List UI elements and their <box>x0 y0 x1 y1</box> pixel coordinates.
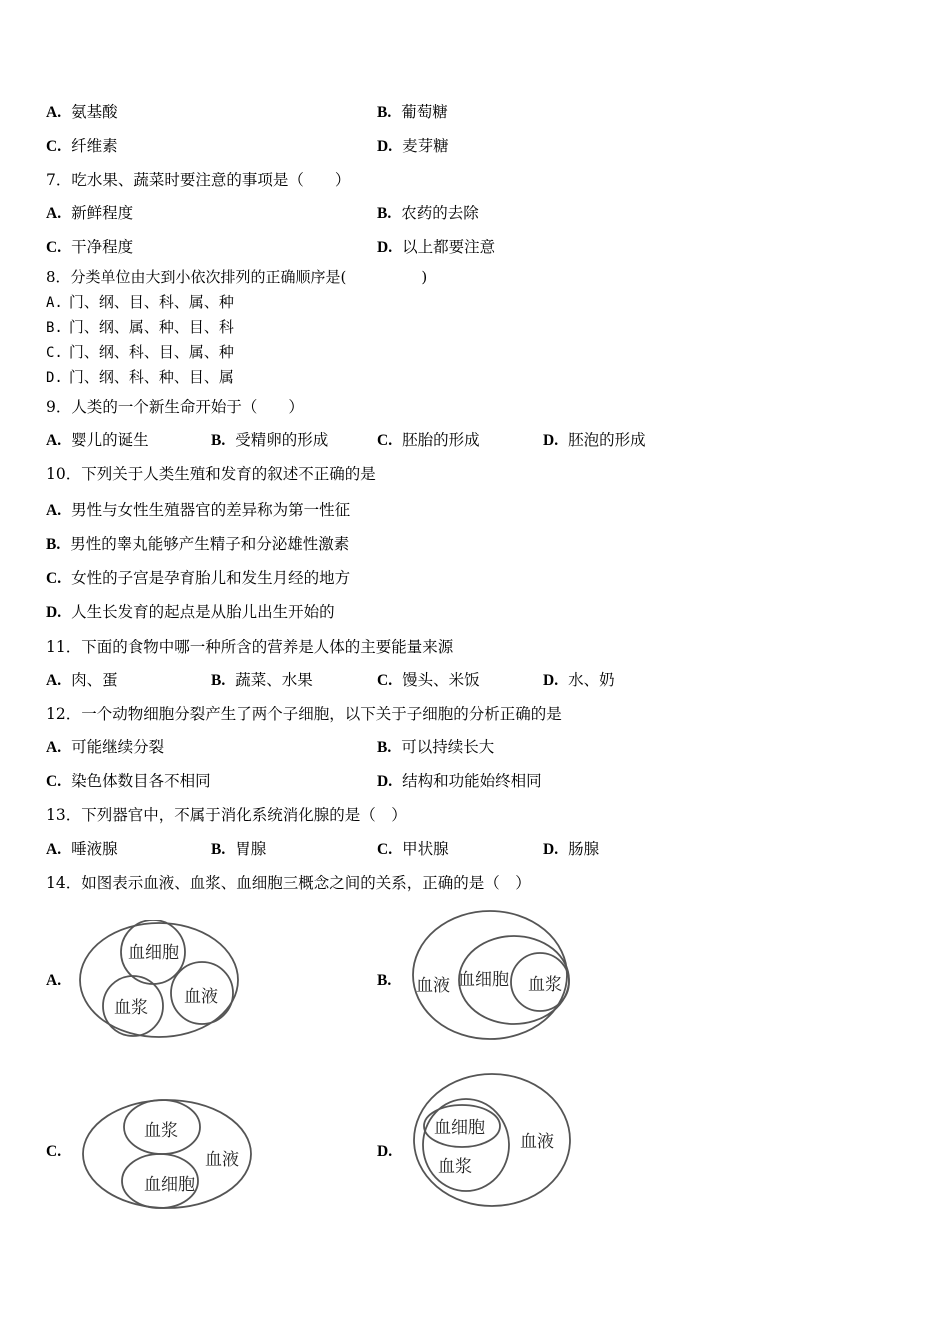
q12-stem: 12．一个动物细胞分裂产生了两个子细胞，以下关于子细胞的分析正确的是 <box>46 705 562 723</box>
q9-stem: 9．人类的一个新生命开始于（ ） <box>46 398 304 416</box>
option-label: B. <box>46 320 63 336</box>
q11-option-c[interactable] <box>377 670 480 691</box>
q14-diagram-c[interactable] <box>80 1096 256 1214</box>
q9-option-a[interactable] <box>46 430 149 451</box>
option-text: 纤维素 <box>71 137 118 155</box>
label-top: 血浆 <box>144 1121 178 1141</box>
option-label: C. <box>46 345 63 361</box>
q11-stem: 11．下面的食物中哪一种所含的营养是人体的主要能量来源 <box>46 638 454 656</box>
label-right: 血液 <box>184 987 218 1007</box>
option-label: B. <box>377 205 392 222</box>
option-text: 门、纲、属、种、目、科 <box>68 318 234 336</box>
q10-option-a[interactable] <box>46 500 350 521</box>
option-label: A. <box>46 739 62 756</box>
option-text: 氨基酸 <box>71 103 118 121</box>
option-label: A. <box>46 205 62 222</box>
label-bottom: 血细胞 <box>144 1175 195 1195</box>
option-label: C. <box>377 841 393 858</box>
option-text: 胃腺 <box>235 840 267 858</box>
q12-option-d[interactable] <box>377 771 542 792</box>
q14-option-b-label[interactable] <box>377 970 401 991</box>
label-outer: 血液 <box>520 1132 554 1152</box>
option-label: B. <box>211 672 226 689</box>
label-middle: 血细胞 <box>458 970 509 990</box>
option-label: D. <box>377 239 393 256</box>
option-text: 肉、蛋 <box>71 671 118 689</box>
q14-option-a-label[interactable] <box>46 970 71 991</box>
option-text: 胚泡的形成 <box>568 431 646 449</box>
option-label: D. <box>46 370 63 386</box>
label-top: 血细胞 <box>128 943 179 963</box>
option-text: 葡萄糖 <box>401 103 448 121</box>
option-label: A. <box>46 502 62 519</box>
q8-stem: 8．分类单位由大到小依次排列的正确顺序是( ) <box>46 268 428 286</box>
option-label: D. <box>377 1143 393 1160</box>
option-text: 胚胎的形成 <box>402 431 480 449</box>
option-text: 以上都要注意 <box>402 238 496 256</box>
option-label: A. <box>46 672 62 689</box>
option-text: 可以持续长大 <box>401 738 495 756</box>
option-label: C. <box>46 1143 62 1160</box>
option-label: D. <box>46 604 62 621</box>
option-text: 肠腺 <box>568 840 600 858</box>
option-label: C. <box>46 570 62 587</box>
q10-option-d[interactable] <box>46 602 335 623</box>
q8-option-a[interactable] <box>46 292 234 313</box>
option-label: C. <box>377 432 393 449</box>
option-label: A. <box>46 972 62 989</box>
q7-stem: 7．吃水果、蔬菜时要注意的事项是（ ） <box>46 171 351 189</box>
q10-option-c[interactable] <box>46 568 350 589</box>
option-label: C. <box>46 138 62 155</box>
option-label: B. <box>211 432 226 449</box>
q7-option-b[interactable] <box>377 203 479 224</box>
q10-stem: 10．下列关于人类生殖和发育的叙述不正确的是 <box>46 465 376 483</box>
q14-diagram-a[interactable] <box>78 920 243 1042</box>
label-middle: 血浆 <box>438 1157 472 1177</box>
q6-option-a[interactable] <box>46 102 118 123</box>
q7-option-d[interactable] <box>377 237 495 258</box>
option-label: D. <box>377 138 393 155</box>
q12-option-a[interactable] <box>46 737 164 758</box>
q12-option-c[interactable] <box>46 771 211 792</box>
option-label: C. <box>46 239 62 256</box>
option-text: 受精卵的形成 <box>235 431 329 449</box>
option-text: 男性的睾丸能够产生精子和分泌雄性激素 <box>70 535 350 553</box>
option-text: 女性的子宫是孕育胎儿和发生月经的地方 <box>71 569 351 587</box>
option-text: 婴儿的诞生 <box>71 431 149 449</box>
option-text: 水、奶 <box>568 671 615 689</box>
label-inner: 血细胞 <box>434 1118 485 1138</box>
option-label: B. <box>211 841 226 858</box>
label-outer: 血液 <box>416 976 450 996</box>
q13-option-c[interactable] <box>377 839 449 860</box>
q14-diagram-d[interactable] <box>410 1070 575 1212</box>
q13-option-d[interactable] <box>543 839 599 860</box>
option-text: 结构和功能始终相同 <box>402 772 542 790</box>
option-text: 门、纲、科、种、目、属 <box>68 368 234 386</box>
q13-option-a[interactable] <box>46 839 118 860</box>
q6-option-d[interactable] <box>377 136 449 157</box>
option-text: 麦芽糖 <box>402 137 449 155</box>
q8-option-c[interactable] <box>46 342 234 363</box>
q13-option-b[interactable] <box>211 839 266 860</box>
option-text: 农药的去除 <box>401 204 479 222</box>
option-label: C. <box>46 773 62 790</box>
option-label: C. <box>377 672 393 689</box>
option-text: 馒头、米饭 <box>402 671 480 689</box>
q8-option-d[interactable] <box>46 367 234 388</box>
option-text: 新鲜程度 <box>71 204 134 222</box>
option-text: 甲状腺 <box>402 840 449 858</box>
q8-option-b[interactable] <box>46 317 234 338</box>
option-text: 可能继续分裂 <box>71 738 165 756</box>
option-label: D. <box>377 773 393 790</box>
option-text: 染色体数目各不相同 <box>71 772 211 790</box>
q14-option-d-label[interactable] <box>377 1141 402 1162</box>
option-label: D. <box>543 432 559 449</box>
option-text: 唾液腺 <box>71 840 118 858</box>
q6-option-c[interactable] <box>46 136 118 157</box>
q11-option-a[interactable] <box>46 670 118 691</box>
q14-stem: 14．如图表示血液、血浆、血细胞三概念之间的关系，正确的是（ ） <box>46 874 531 892</box>
option-text: 门、纲、科、目、属、种 <box>68 343 234 361</box>
q9-option-c[interactable] <box>377 430 480 451</box>
label-inner: 血浆 <box>528 975 562 995</box>
label-bottom-left: 血浆 <box>114 998 148 1018</box>
option-label: B. <box>46 536 61 553</box>
middle-ellipse <box>423 1099 509 1191</box>
q7-option-c[interactable] <box>46 237 133 258</box>
q11-option-d[interactable] <box>543 670 615 691</box>
option-text: 门、纲、目、科、属、种 <box>68 293 234 311</box>
q14-diagram-b[interactable] <box>410 908 575 1044</box>
q10-option-b[interactable] <box>46 534 349 555</box>
option-label: A. <box>46 841 62 858</box>
q11-option-b[interactable] <box>211 670 313 691</box>
option-label: B. <box>377 104 392 121</box>
label-outer: 血液 <box>205 1150 239 1170</box>
option-label: B. <box>377 972 392 989</box>
option-label: D. <box>543 841 559 858</box>
q12-option-b[interactable] <box>377 737 494 758</box>
q14-option-c-label[interactable] <box>46 1141 71 1162</box>
option-label: A. <box>46 104 62 121</box>
q6-option-b[interactable] <box>377 102 448 123</box>
q13-stem: 13．下列器官中，不属于消化系统消化腺的是（ ） <box>46 806 407 824</box>
option-text: 蔬菜、水果 <box>235 671 313 689</box>
option-text: 男性与女性生殖器官的差异称为第一性征 <box>71 501 351 519</box>
q7-option-a[interactable] <box>46 203 133 224</box>
option-text: 干净程度 <box>71 238 134 256</box>
option-text: 人生长发育的起点是从胎儿出生开始的 <box>71 603 335 621</box>
option-label: B. <box>377 739 392 756</box>
q9-option-d[interactable] <box>543 430 646 451</box>
option-label: D. <box>543 672 559 689</box>
option-label: A. <box>46 432 62 449</box>
q9-option-b[interactable] <box>211 430 328 451</box>
option-label: A. <box>46 295 63 311</box>
